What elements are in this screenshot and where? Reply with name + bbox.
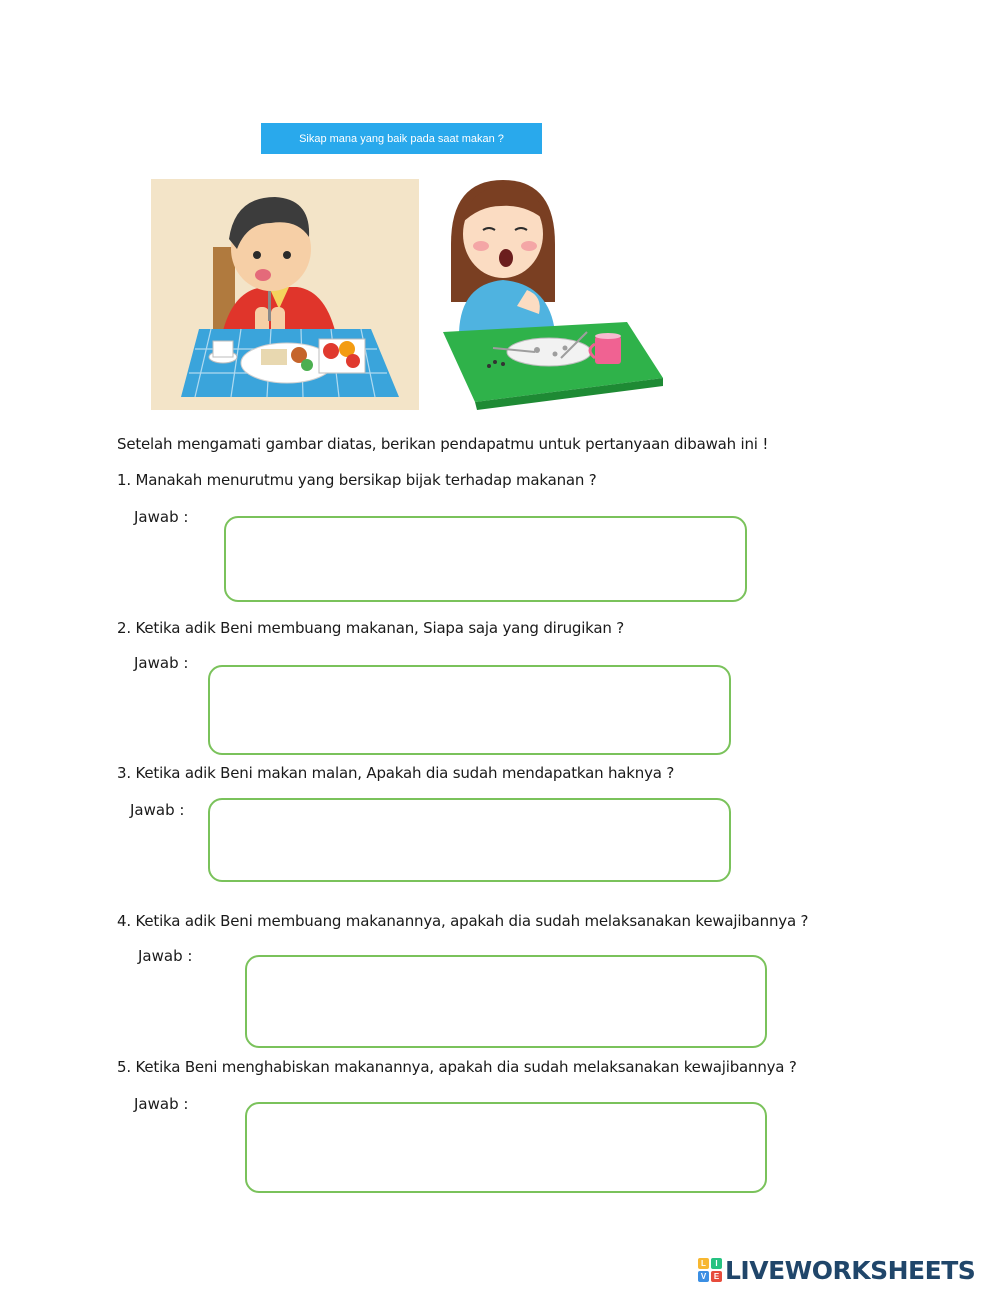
- logo-letter-l: L: [698, 1258, 709, 1269]
- question-3-text: 3. Ketika adik Beni makan malan, Apakah dia sudah mendapatkan haknya ?: [117, 764, 675, 782]
- answer-3-label: Jawab :: [130, 801, 185, 819]
- answer-1-label: Jawab :: [134, 508, 189, 526]
- logo-letter-v: V: [698, 1271, 709, 1282]
- answer-1-field[interactable]: [224, 516, 747, 602]
- answer-2-field[interactable]: [208, 665, 731, 755]
- question-4-text: 4. Ketika adik Beni membuang makanannya, apakah dia sudah melaksanakan kewajibannya ?: [117, 912, 809, 930]
- question-5-text: 5. Ketika Beni menghabiskan makanannya, apakah dia sudah melaksanakan kewajibannya ?: [117, 1058, 797, 1076]
- answer-2-label: Jawab :: [134, 654, 189, 672]
- boy-eating-illustration: [151, 179, 419, 410]
- logo-text: LIVEWORKSHEETS: [725, 1255, 976, 1285]
- liveworksheets-logo: [698, 1256, 975, 1284]
- answer-4-field[interactable]: [245, 955, 767, 1048]
- instruction-text: Setelah mengamati gambar diatas, berikan pendapatmu untuk pertanyaan dibawah ini !: [117, 435, 769, 453]
- answer-3-field[interactable]: [208, 798, 731, 882]
- question-1-text: 1. Manakah menurutmu yang bersikap bijak terhadap makanan ?: [117, 471, 597, 489]
- logo-letter-e: E: [711, 1271, 722, 1282]
- question-banner: [261, 123, 542, 154]
- logo-mark-icon: [698, 1258, 722, 1282]
- answer-5-label: Jawab :: [134, 1095, 189, 1113]
- question-2-text: 2. Ketika adik Beni membuang makanan, Siapa saja yang dirugikan ?: [117, 619, 625, 637]
- answer-4-label: Jawab :: [138, 947, 193, 965]
- banner-text: Sikap mana yang baik pada saat makan ?: [299, 132, 504, 145]
- girl-leftover-food-illustration: [431, 172, 665, 412]
- logo-letter-i: I: [711, 1258, 722, 1269]
- answer-5-field[interactable]: [245, 1102, 767, 1193]
